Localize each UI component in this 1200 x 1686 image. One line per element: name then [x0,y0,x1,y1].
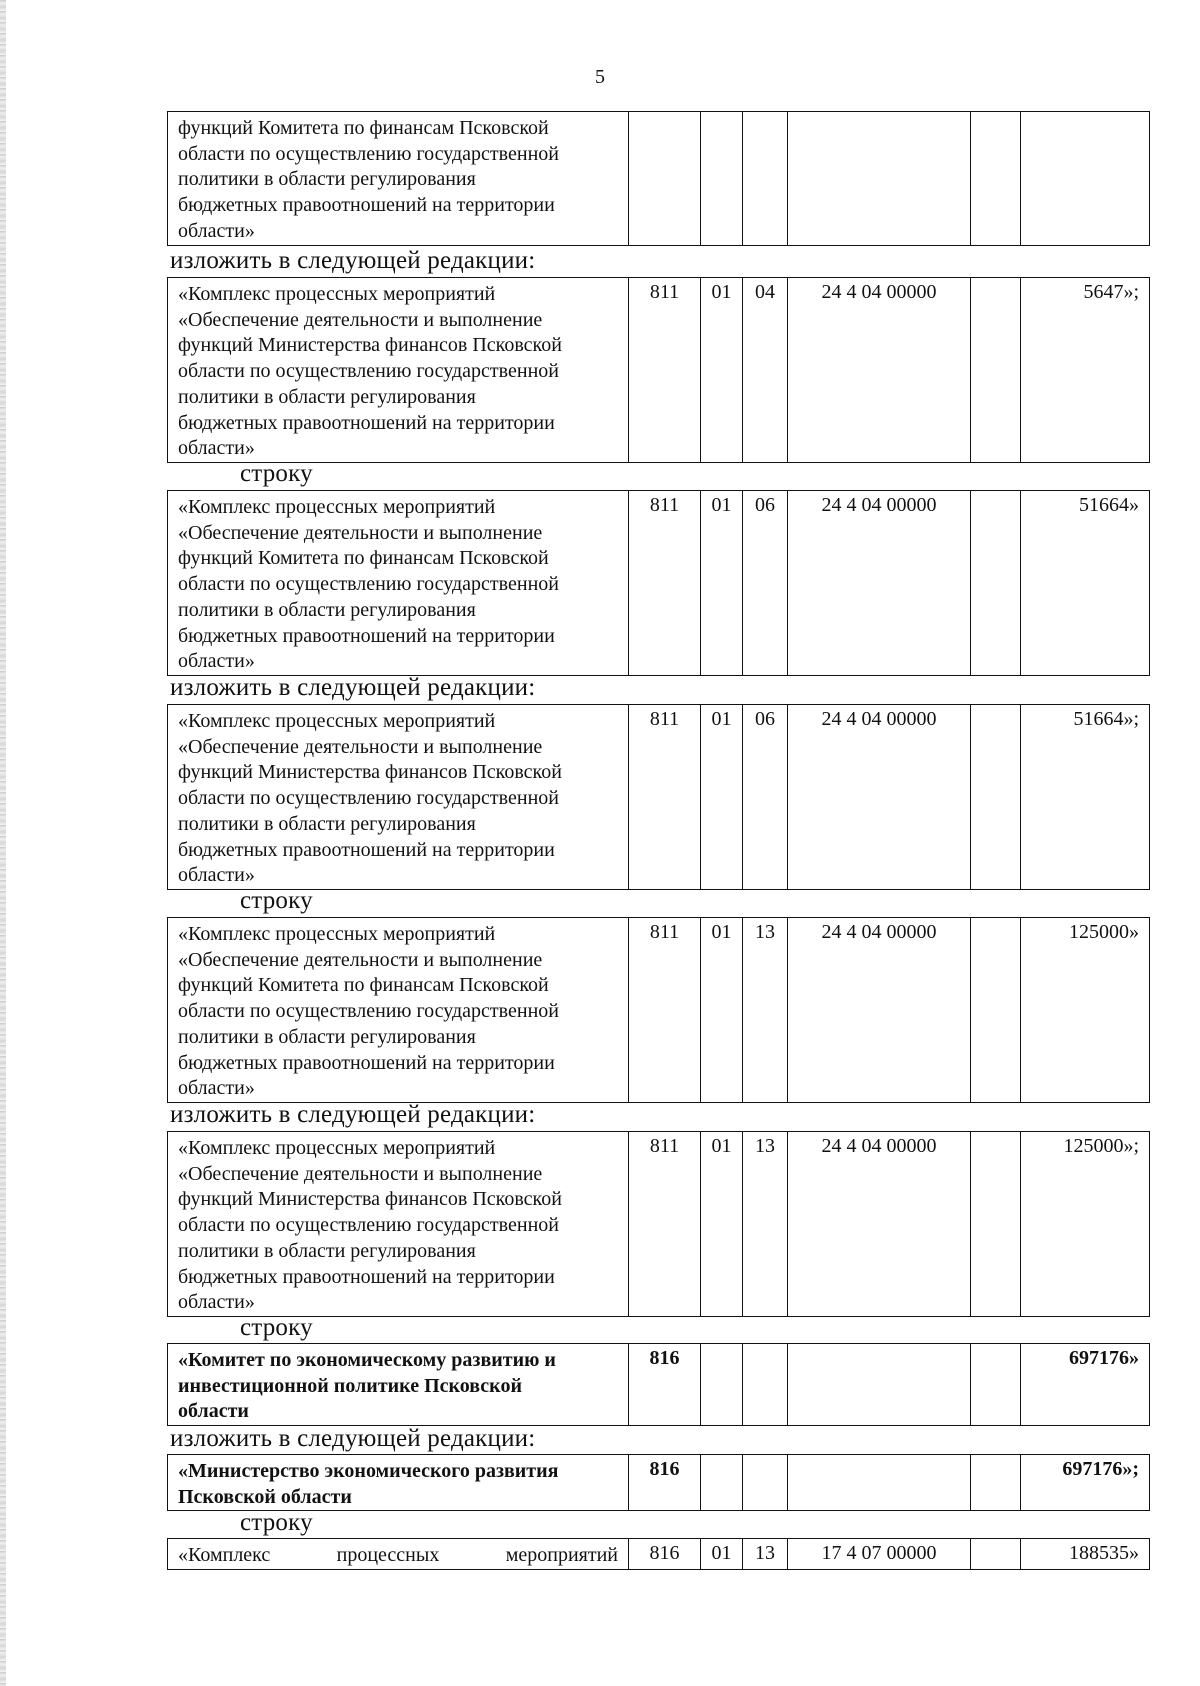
csr-cell: 17 4 07 00000 [788,1539,971,1570]
ved-cell: 811 [629,278,701,463]
amount-cell: 125000» [1021,918,1150,1103]
amount-cell: 51664»; [1021,705,1150,890]
csr-cell: 24 4 04 00000 [788,491,971,676]
rz-cell [701,1344,743,1426]
rz-cell: 01 [701,705,743,890]
row-name-cell: «Министерство экономического развития Псковской области [168,1455,629,1511]
ved-cell: 811 [629,491,701,676]
table-row [168,491,1150,676]
caption-row-3: строку [240,1314,313,1341]
csr-cell: 24 4 04 00000 [788,705,971,890]
pr-cell: 13 [743,918,788,1103]
caption-row-4: строку [240,1509,313,1536]
vr-cell [971,918,1021,1103]
ved-cell: 816 [629,1344,701,1426]
ved-cell: 811 [629,1132,701,1317]
rz-cell: 01 [701,918,743,1103]
csr-cell: 24 4 04 00000 [788,1132,971,1317]
ved-cell: 811 [629,705,701,890]
row-name-cell: «Комплекс процессных мероприятий «Обеспечение деятельности и выполнение функций Министерства финансов Псковской области по осуществлению государственной политики в области регулирования бюджетных правоотношений на территории области» [168,1132,629,1317]
table-row [168,1455,1150,1511]
vr-cell [971,278,1021,463]
table-top-fragment [167,111,1150,246]
csr-cell: 24 4 04 00000 [788,918,971,1103]
pr-cell: 13 [743,1132,788,1317]
table-row-block [167,704,1150,890]
vr-cell [971,1132,1021,1317]
row-name-cell: «Комплекс процессных мероприятий «Обеспечение деятельности и выполнение функций Комитета по финансам Псковской области по осуществлению государственной политики в области регулирования бюджетных правоотношений на территории области» [168,491,629,676]
table-row-block [167,490,1150,676]
table-row [168,705,1150,890]
table-row [168,112,1150,246]
vr-cell [971,1455,1021,1511]
table-row [168,918,1150,1103]
amount-cell: 188535» [1021,1539,1150,1570]
pr-cell: 06 [743,705,788,890]
rz-cell [701,1455,743,1511]
table-row [168,1539,1150,1570]
table-row-block [167,1131,1150,1317]
row-name-cell: «Комплекс процессных мероприятий «Обеспечение деятельности и выполнение функций Комитета по финансам Псковской области по осуществлению государственной политики в области регулирования бюджетных правоотношений на территории области» [168,918,629,1103]
rz-cell: 01 [701,491,743,676]
caption-replace-2: изложить в следующей редакции: [170,674,536,701]
caption-row-2: строку [240,887,313,914]
table-row-block [167,277,1150,463]
pr-cell [743,1455,788,1511]
pr-cell: 13 [743,1539,788,1570]
table-row [168,278,1150,463]
ved-cell: 816 [629,1455,701,1511]
caption-replace-1: изложить в следующей редакции: [170,247,536,274]
pr-cell [743,1344,788,1426]
table-row-block [167,1538,1150,1570]
page-number: 5 [595,66,605,88]
row-name-cell: функций Комитета по финансам Псковской области по осуществлению государственной политики в области регулирования бюджетных правоотношений на территории области» [168,112,629,246]
csr-cell [788,1455,971,1511]
pr-cell: 04 [743,278,788,463]
caption-replace-3: изложить в следующей редакции: [170,1101,536,1128]
vr-cell [971,1539,1021,1570]
row-name-cell: «Комплекс процессных мероприятий «Обеспечение деятельности и выполнение функций Министерства финансов Псковской области по осуществлению государственной политики в области регулирования бюджетных правоотношений на территории области» [168,278,629,463]
row-name-cell: «Комплекс процессных мероприятий «Обеспечение деятельности и выполнение функций Министерства финансов Псковской области по осуществлению государственной политики в области регулирования бюджетных правоотношений на территории области» [168,705,629,890]
row-name-cell: «Комитет по экономическому развитию и инвестиционной политике Псковской области [168,1344,629,1426]
scan-edge [0,0,6,1686]
amount-cell: 51664» [1021,491,1150,676]
amount-cell: 125000»; [1021,1132,1150,1317]
csr-cell: 24 4 04 00000 [788,278,971,463]
vr-cell [971,491,1021,676]
rz-cell: 01 [701,1132,743,1317]
amount-cell: 697176» [1021,1344,1150,1426]
vr-cell [971,1344,1021,1426]
amount-cell: 5647»; [1021,278,1150,463]
amount-cell: 697176»; [1021,1455,1150,1511]
table-row-block [167,1343,1150,1426]
table-row [168,1344,1150,1426]
caption-replace-4: изложить в следующей редакции: [170,1425,536,1452]
rz-cell: 01 [701,1539,743,1570]
row-name-cell: «Комплекс процессных мероприятий [168,1539,629,1570]
table-row-block [167,1454,1150,1511]
rz-cell: 01 [701,278,743,463]
ved-cell: 816 [629,1539,701,1570]
caption-row-1: строку [240,460,313,487]
pr-cell: 06 [743,491,788,676]
table-row [168,1132,1150,1317]
table-row-block [167,917,1150,1103]
csr-cell [788,1344,971,1426]
ved-cell: 811 [629,918,701,1103]
vr-cell [971,705,1021,890]
